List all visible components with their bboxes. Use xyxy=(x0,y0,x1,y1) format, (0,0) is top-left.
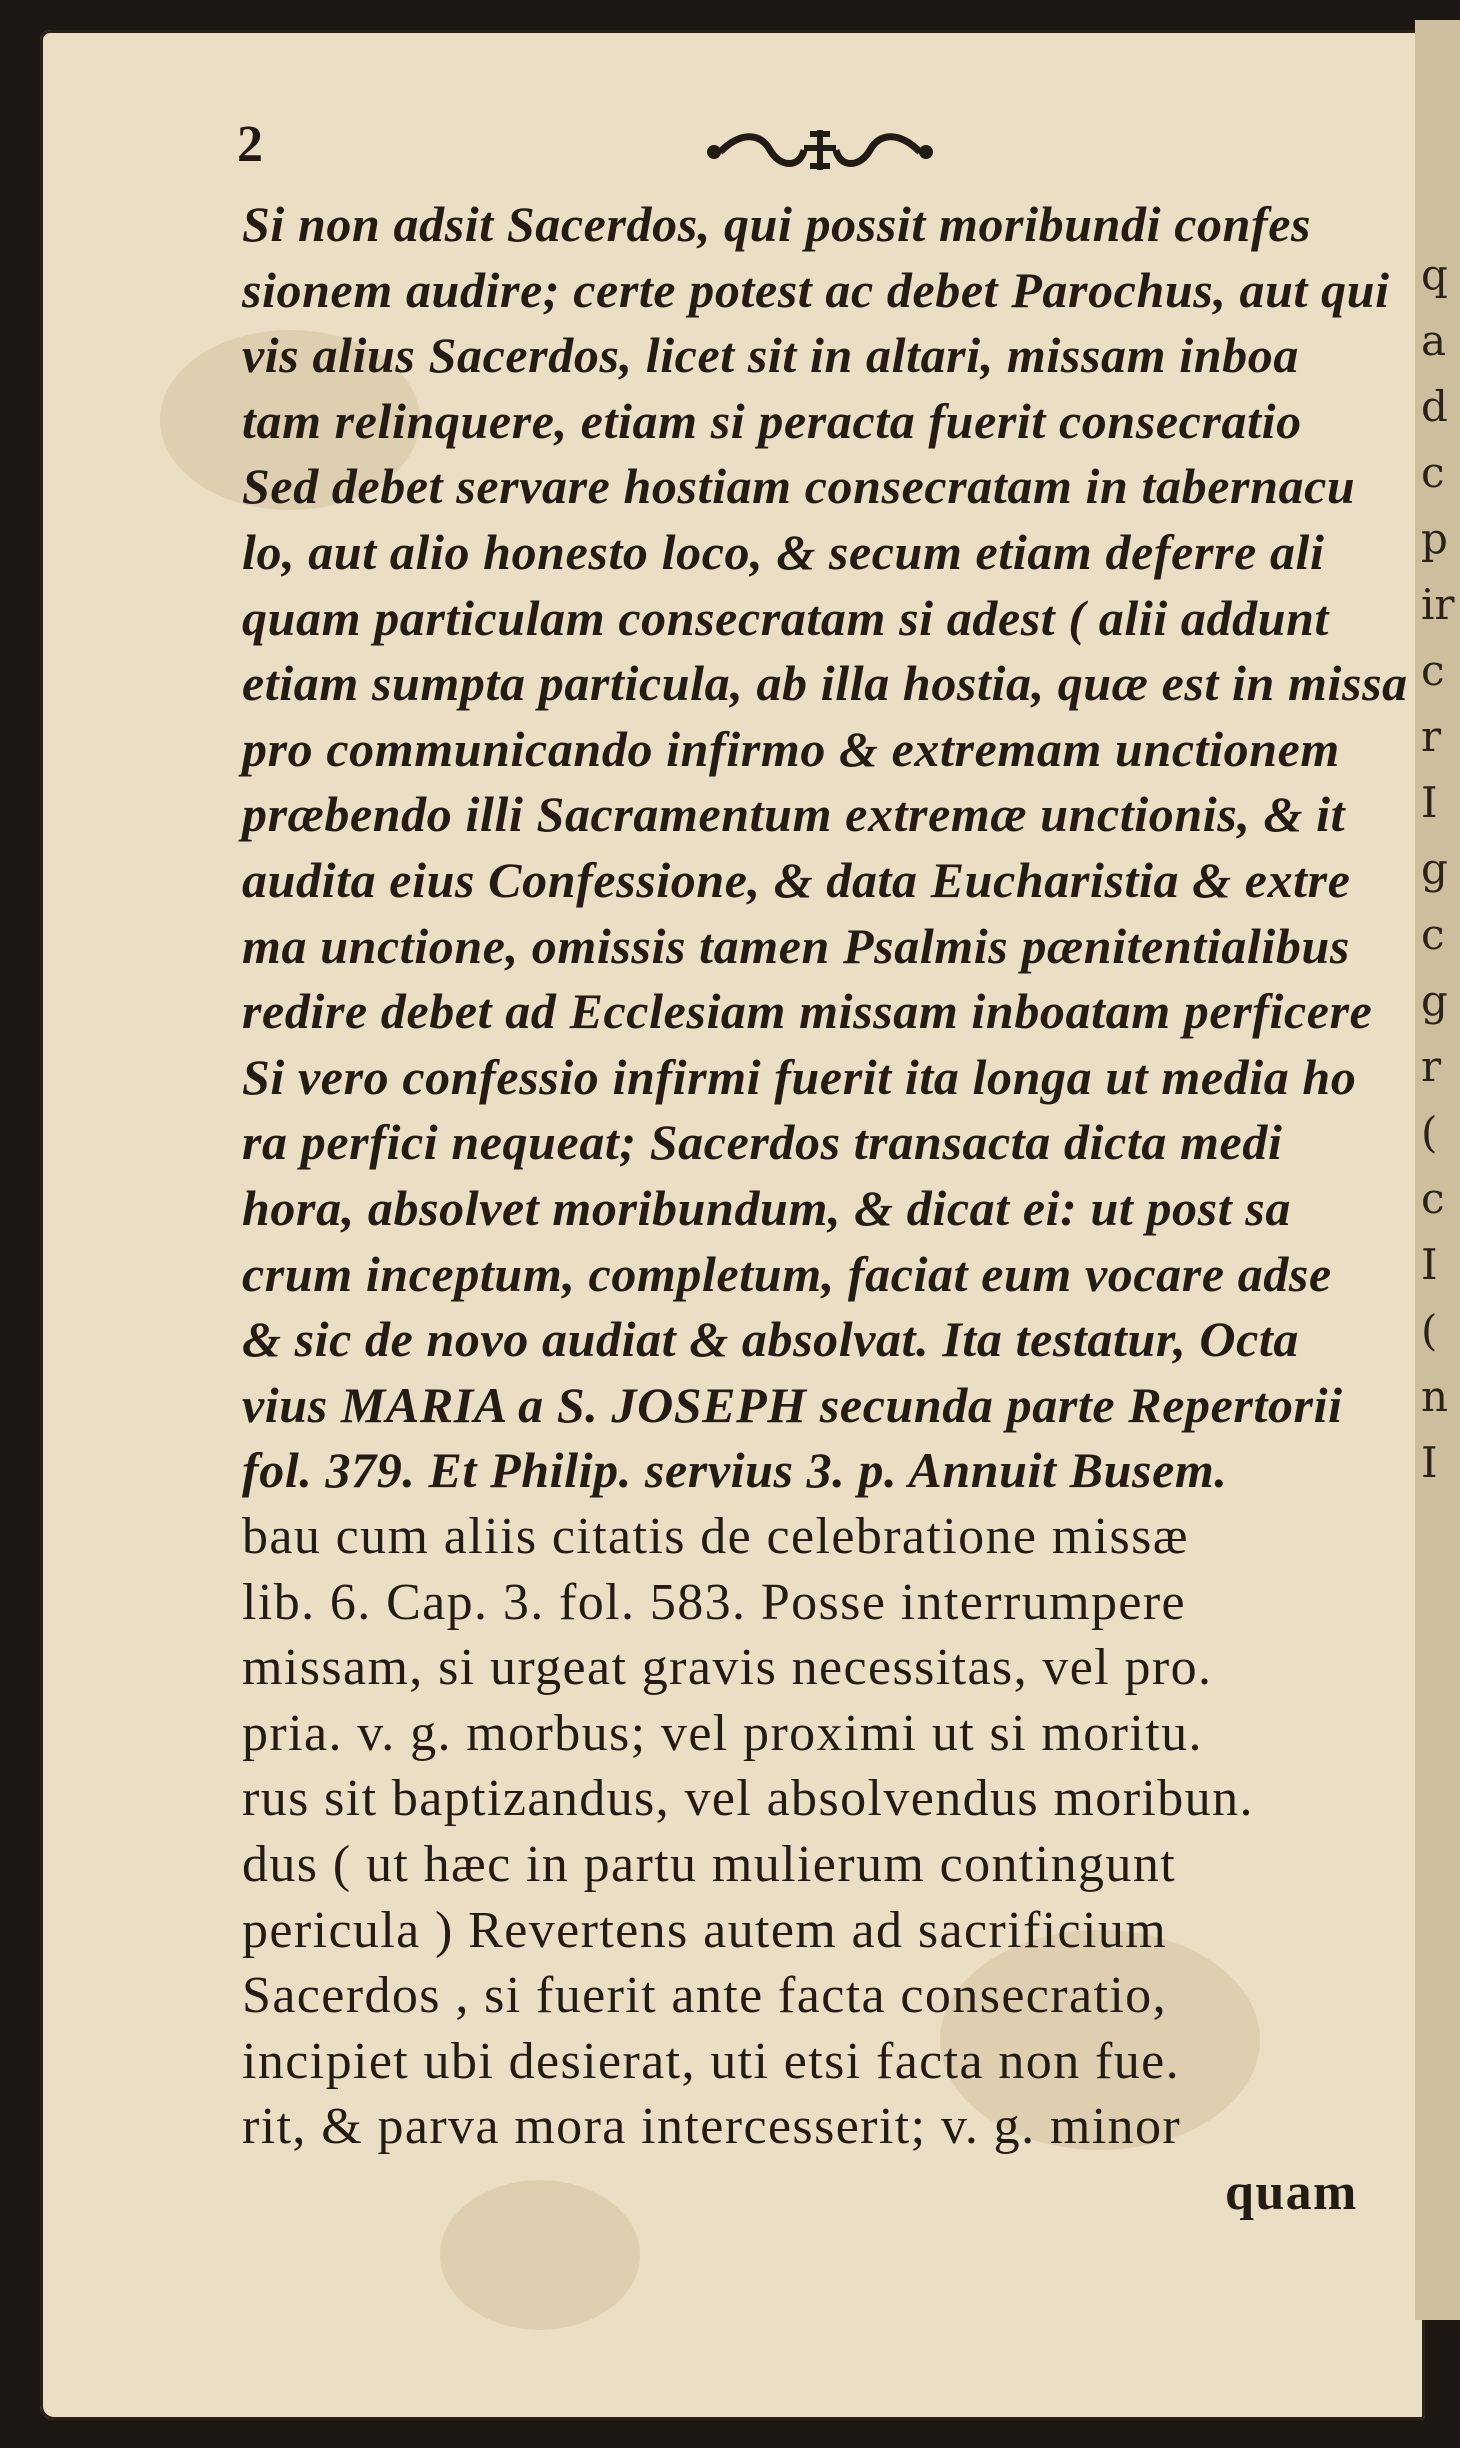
text-line: Si vero confessio infirmi fuerit ita longa ut media ho xyxy=(242,1048,1357,1105)
text-line: sionem audire; certe potest ac debet Parochus, aut qui xyxy=(242,261,1390,318)
ornament-cross-icon xyxy=(804,130,836,170)
text-line: rus sit baptizandus, vel absolvendus moribun. xyxy=(242,1770,1254,1828)
text-line: Sed debet servare hostiam consecratam in tabernacu xyxy=(242,458,1356,515)
text-line: quam xyxy=(1225,2164,1358,2221)
text-line: missam, si urgeat gravis necessitas, vel pro. xyxy=(242,1639,1213,1697)
text-line: audita eius Confessione, & data Eucharistia & extre xyxy=(242,852,1351,908)
facing-page-edge xyxy=(1415,20,1460,2320)
text-line: quam particulam consecratam si adest ( alii addunt xyxy=(242,589,1330,646)
text-line: præbendo illi Sacramentum extremæ unctionis, & it xyxy=(242,786,1346,843)
text-line: hora, absolvet moribundum, & dicat ei: ut post sa xyxy=(242,1180,1291,1236)
text-line: pro communicando infirmo & extremam unctionem xyxy=(242,720,1340,777)
facing-page-letter: p xyxy=(1421,514,1448,563)
facing-page-letter: q xyxy=(1421,250,1448,299)
text-line: etiam sumpta particula, ab illa hostia, quæ est in missa xyxy=(242,655,1408,712)
facing-page-letter: ( xyxy=(1421,1306,1438,1355)
ornament-right-dot xyxy=(919,145,933,159)
facing-page-letter: ( xyxy=(1421,1108,1438,1157)
text-line: fol. 379. Et Philip. servius 3. p. Annuit Busem. xyxy=(242,1442,1228,1499)
text-line: tam relinquere, etiam si peracta fuerit consecratio xyxy=(242,392,1302,449)
facing-page-letter: r xyxy=(1421,712,1442,761)
text-line: & sic de novo audiat & absolvat. Ita testatur, Octa xyxy=(242,1311,1300,1368)
paper-stain xyxy=(440,2180,640,2330)
facing-page-letter: a xyxy=(1421,316,1447,365)
text-line: Si non adsit Sacerdos, qui possit moribundi confes xyxy=(242,196,1312,252)
text-line: redire debet ad Ecclesiam missam inboatam perficere xyxy=(242,983,1373,1040)
text-line: crum inceptum, completum, faciat eum vocare adse xyxy=(242,1245,1332,1302)
ornament-right-flourish xyxy=(836,137,920,164)
text-line: ra perfici nequeat; Sacerdos transacta dicta medi xyxy=(242,1114,1283,1171)
text-line: lib. 6. Cap. 3. fol. 583. Posse interrumpere xyxy=(242,1573,1187,1631)
text-line: pria. v. g. morbus; vel proximi ut si moritu. xyxy=(242,1704,1203,1762)
facing-page-letter: I xyxy=(1421,778,1438,827)
facing-page-letter: n xyxy=(1421,1372,1449,1421)
facing-page-letter: I xyxy=(1421,1240,1438,1289)
text-line: Sacerdos , si fuerit ante facta consecratio, xyxy=(242,1967,1167,2025)
facing-page-letter: c xyxy=(1421,1174,1445,1223)
facing-page-letter: g xyxy=(1421,976,1448,1025)
facing-page-letter: r xyxy=(1421,1042,1442,1091)
text-line: incipiet ubi desierat, uti etsi facta non fue. xyxy=(242,2032,1180,2090)
ornament-left-dot xyxy=(707,145,721,159)
text-line: lo, aut alio honesto loco, & secum etiam deferre ali xyxy=(242,524,1325,580)
text-line: vius MARIA a S. JOSEPH secunda parte Repertorii xyxy=(242,1376,1343,1433)
facing-page-letter: d xyxy=(1421,382,1448,431)
facing-page-letter: c xyxy=(1421,910,1445,959)
facing-page-letter: ir xyxy=(1421,580,1455,629)
facing-page-letter: I xyxy=(1421,1438,1438,1487)
ornament-left-flourish xyxy=(720,137,804,164)
text-line: bau cum aliis citatis de celebratione missæ xyxy=(242,1508,1189,1565)
text-line: ma unctione, omissis tamen Psalmis pænitentialibus xyxy=(242,917,1350,974)
facing-page-letter: g xyxy=(1421,844,1448,893)
facing-page-letter: c xyxy=(1421,646,1445,695)
page-number: 2 xyxy=(237,116,263,173)
text-line: rit, & parva mora intercesserit; v. g. minor xyxy=(242,2098,1182,2156)
text-line: dus ( ut hæc in partu mulierum contingunt xyxy=(242,1836,1177,1893)
facing-page-letter: c xyxy=(1421,448,1445,497)
text-line: pericula ) Revertens autem ad sacrificium xyxy=(242,1901,1168,1959)
text-line: vis alius Sacerdos, licet sit in altari, missam inboa xyxy=(242,327,1299,384)
header-ornament xyxy=(700,120,940,180)
